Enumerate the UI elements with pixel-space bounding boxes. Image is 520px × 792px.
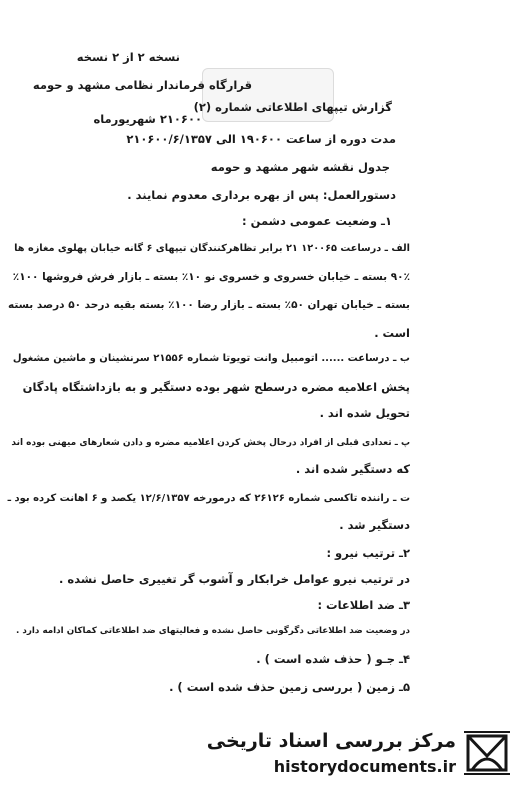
distribution-line: دستورالعمل: پس از بهره برداری معدوم نمایند .	[127, 188, 396, 202]
watermark-url: historydocuments.ir	[273, 757, 456, 776]
site-watermark	[206, 724, 516, 784]
para-be-line-1: ب ـ درساعت ...... اتومبیل وانت تویوتا شماره ۲۱۵۵۶ سرنشینان و ماشین مشغول	[12, 353, 410, 364]
para-te-line-2: دستگیر شد .	[339, 518, 410, 532]
para-alef-line-2: ۹۰٪ بسته ـ خیابان خسروی و خسروی نو ۱۰٪ بسته ـ بازار فرش فروشها ۱۰۰٪	[12, 271, 410, 283]
para-be-line-2: پخش اعلامیه مضره درسطح شهر بوده دستگیر و به بازداشتگاه پادگان	[22, 380, 410, 394]
section-1-heading: ۱ـ وضعیت عمومی دشمن :	[242, 214, 392, 228]
date-line: ۲۱۰۶۰۰ شهریورماه	[93, 112, 202, 126]
para-alef-line-4: است .	[374, 326, 410, 340]
section-2-heading: ۲ـ ترتیب نیرو :	[326, 546, 410, 560]
para-pe-line-2: که دستگیر شده اند .	[295, 462, 410, 476]
para-alef-line-3: بسته ـ خیابان تهران ۵۰٪ بسته ـ بازار رضا ۱۰۰٪ بسته بقیه درحد ۵۰ درصد بسته	[7, 299, 410, 311]
report-title: گزارش تیپهای اطلاعاتی شماره (۲)	[193, 100, 392, 114]
section-5: ۵ـ زمین ( بررسی زمین حذف شده است ) .	[169, 680, 410, 694]
report-period: مدت دوره از ساعت ۱۹۰۶۰۰ الی ۲۱۰۶۰۰/۶/۱۳۵۷	[126, 132, 396, 146]
maps-line: جدول نقشه شهر مشهد و حومه	[210, 160, 390, 174]
para-pe-line-1: پ ـ تعدادی قبلی از افراد درحال پخش کردن اعلامیه مضره و دادن شعارهای میهنی بوده اند	[11, 438, 410, 448]
section-3-body: در وضعیت ضد اطلاعاتی دگرگونی حاصل نشده و فعالیتهای ضد اطلاعاتی کماکان ادامه دارد .	[16, 626, 410, 636]
section-3-heading: ۳ـ ضد اطلاعات :	[317, 598, 410, 612]
para-alef-line-1: الف ـ درساعت ۱۲۰۰۶۵ ۲۱ برابر تظاهرکنندگان تیپهای ۶ گانه خیابان پهلوی مغازه ها	[14, 243, 410, 254]
section-4: ۴ـ جـو ( حذف شده است ) .	[256, 652, 410, 666]
para-be-line-3: تحویل شده اند .	[319, 406, 410, 420]
section-2-body: در ترتیب نیرو عوامل خرابکار و آشوب گر تغییری حاصل نشده .	[59, 572, 410, 586]
para-te-line-1: ت ـ راننده تاکسی شماره ۲۶۱۲۶ که درمورخه ۱۲/۶/۱۳۵۷ یکصد و ۶ اهانت کرده بود ـ	[7, 493, 410, 504]
copy-number: نسخه ۲ از ۲ نسخه	[76, 50, 180, 64]
archive-emblem-icon	[460, 726, 514, 780]
watermark-title: مرکز بررسی اسناد تاریخی	[206, 730, 456, 752]
issuer-line: قرارگاه فرماندار نظامی مشهد و حومه	[32, 78, 252, 92]
